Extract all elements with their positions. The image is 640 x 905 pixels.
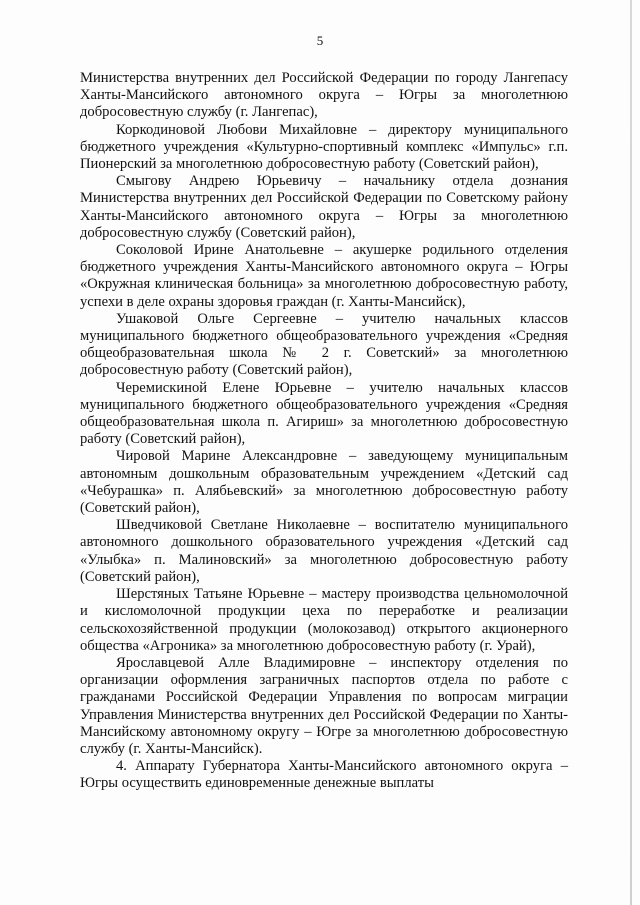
paragraph-sherstyanykh: Шерстяных Татьяне Юрьевне – мастеру производства цельномолочной и кисломолочной продукции цеха по переработке и реализации сельскохозяйственной продукции (молокозавод) открытого акционерного общества «Агроника» за многолетнюю добросовестную работу (г. Урай), — [80, 586, 568, 654]
paragraph-chirova: Чировой Марине Александровне – заведующему муниципальным автономным дошкольным образовательным учреждением «Детский сад «Чебурашка» п. Алябьевский» за многолетнюю добросовестную работу (Советский район), — [80, 448, 568, 517]
paragraph-shvedchikova: Шведчиковой Светлане Николаевне – воспитателю муниципального автономного дошкольного образовательного учреждения «Детский сад «Улыбка» п. Малиновский» за многолетнюю добросовестную работу (Советский район), — [80, 517, 568, 585]
paragraph-item-4: 4. Аппарату Губернатора Ханты-Мансийского автономного округа – Югры осуществить единовременные денежные выплаты — [80, 758, 568, 792]
page-edge — [630, 0, 632, 905]
page-number: 5 — [316, 33, 324, 48]
paragraph-ushakova: Ушаковой Ольге Сергеевне – учителю начальных классов муниципального бюджетного общеобразовательного учреждения «Средняя общеобразовательная школа № 2 г. Советский» за многолетнюю добросовестную работу (Советский район), — [80, 310, 568, 379]
paragraph-sokolova: Соколовой Ирине Анатольевне – акушерке родильного отделения бюджетного учреждения Ханты-Мансийского автономного округа – Югры «Окружная клиническая больница» за многолетнюю добросовестную работу, успехи в деле охраны здоровья граждан (г. Ханты-Мансийск), — [80, 242, 568, 310]
paragraph-lisin-continuation: Министерства внутренних дел Российской Федерации по городу Лангепасу Ханты-Мансийского автономного округа – Югры за многолетнюю добросовестную службу (г. Лангепас), — [80, 70, 568, 121]
document-body — [80, 70, 568, 793]
paragraph-korkodinova: Коркодиновой Любови Михайловне – директору муниципального бюджетного учреждения «Культурно-спортивный комплекс «Импульс» г.п. Пионерский за многолетнюю добросовестную работу (Советский район), — [80, 121, 568, 173]
paragraph-cheremiskina: Черемискиной Елене Юрьевне – учителю начальных классов муниципального бюджетного общеобразовательного учреждения «Средняя общеобразовательная школа п. Агириш» за многолетнюю добросовестную работу (Советский район), — [80, 379, 568, 448]
paragraph-yaroslavtseva: Ярославцевой Алле Владимировне – инспектору отделения по организации оформления заграничных паспортов отдела по работе с гражданами Российской Федерации Управления по вопросам миграции Управления Министерства внутренних дел Российской Федерации по Ханты-Мансийскому автономному округу – Югре за многолетнюю добросовестную службу (г. Ханты-Мансийск). — [80, 654, 568, 757]
paragraph-smygov: Смыгову Андрею Юрьевичу – начальнику отдела дознания Министерства внутренних дел Российской Федерации по Советскому району Ханты-Мансийского автономного округа – Югры за многолетнюю добросовестную службу (Советский район), — [80, 173, 568, 241]
